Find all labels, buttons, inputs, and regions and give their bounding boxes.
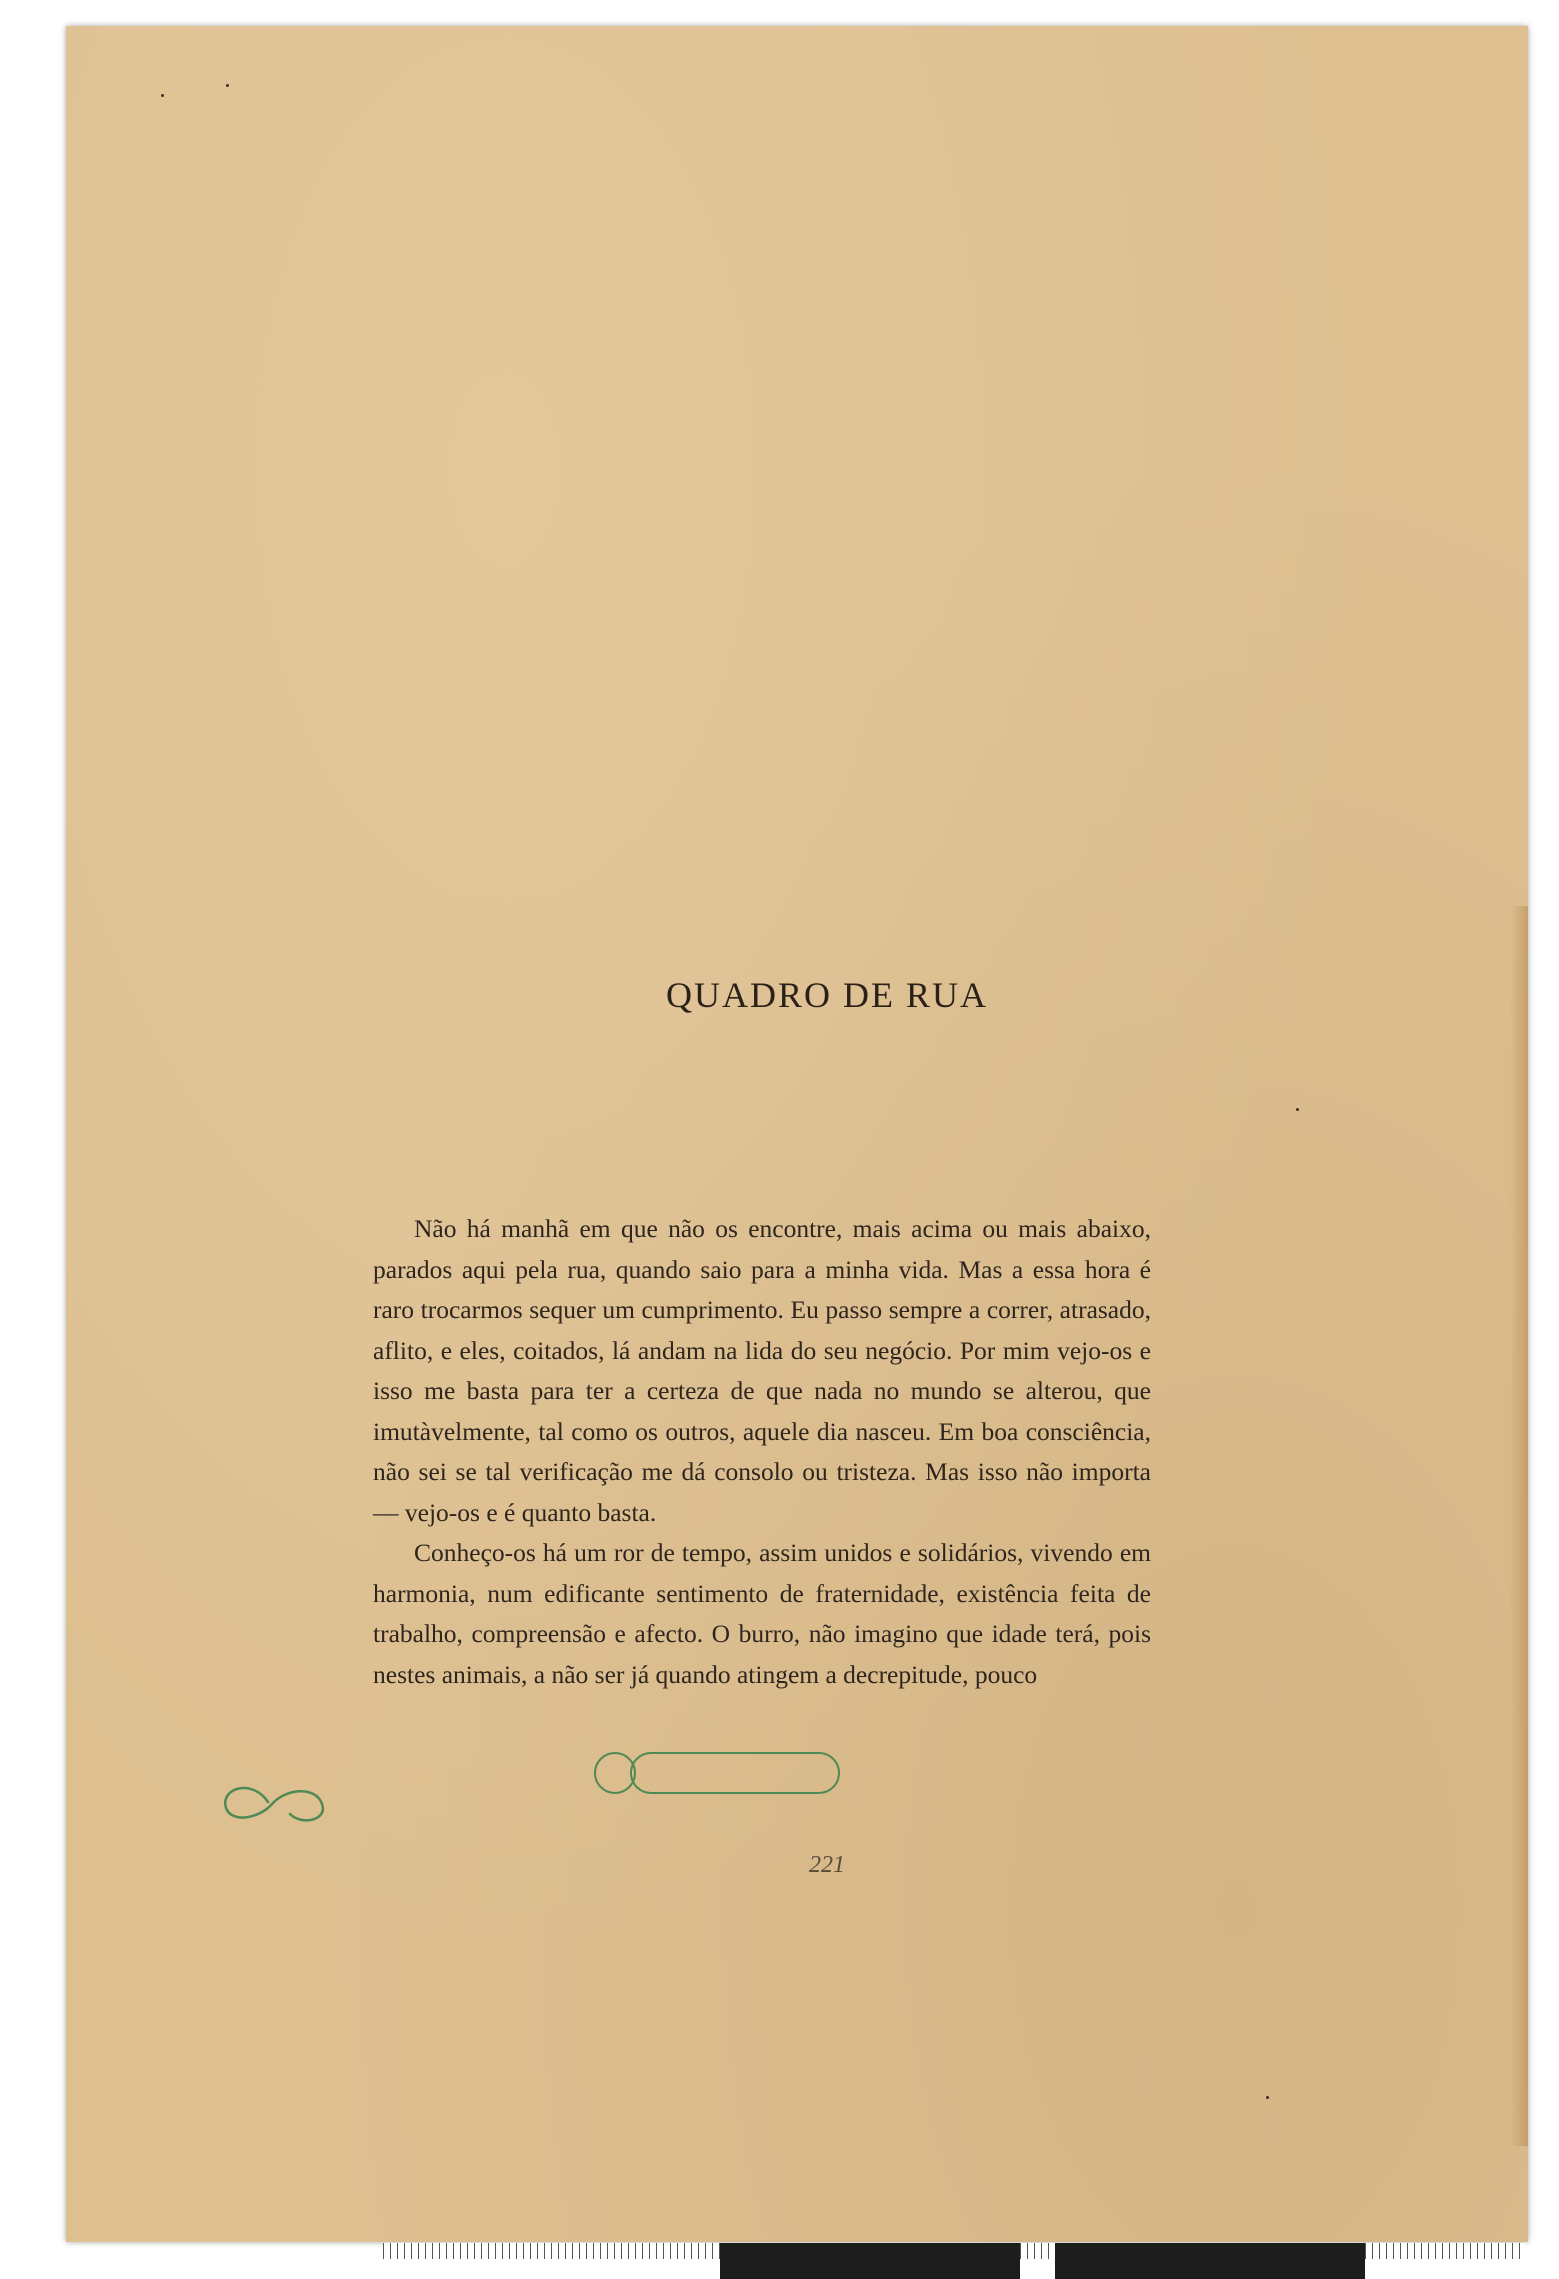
paper-speck	[1266, 2096, 1269, 2099]
paragraph: Conheço-os há um ror de tempo, assim unidos e solidários, vivendo em harmonia, num edificante sentimento de fraternidade, existência feita de trabalho, compreensão e afecto. O burro, não imagino que idade terá, pois nestes animais, a não ser já quando atingem a decrepitude, pouco	[373, 1538, 1151, 1689]
paper-speck	[161, 94, 164, 97]
paragraph: Não há manhã em que não os encontre, mais acima ou mais abaixo, parados aqui pela rua, quando saio para a minha vida. Mas a essa hora é raro trocarmos sequer um cumprimento. Eu passo sempre a correr, atrasado, aflito, e eles, coitados, lá andam na lida do seu negócio. Por mim vejo-os e isso me basta para ter a certeza de que nada no mundo se alterou, que imutàvelmente, tal como os outros, aquele dia nasceu. Em boa consciência, não sei se tal verificação me dá consolo ou tristeza. Mas isso não importa — vejo-os e é quanto basta.	[373, 1214, 1151, 1527]
page-title: QUADRO DE RUA	[666, 975, 988, 1015]
body-text	[373, 1209, 1151, 1695]
ruler-ticks	[1020, 2243, 1055, 2259]
squiggle-mark-icon	[212, 1774, 332, 1834]
quando-atingem-circle-mark	[630, 1752, 840, 1794]
page-edge-stain	[1510, 906, 1528, 2146]
ruler-ticks	[383, 2243, 720, 2259]
paper-speck	[1296, 1108, 1299, 1111]
ruler-black-block	[720, 2243, 1020, 2279]
page-number: 221	[809, 1852, 845, 1878]
ruler-ticks	[1365, 2243, 1525, 2259]
paper-speck	[226, 84, 229, 87]
color-scale-ruler	[383, 2243, 1525, 2279]
ruler-black-block	[1055, 2243, 1365, 2279]
document-page	[66, 26, 1528, 2242]
